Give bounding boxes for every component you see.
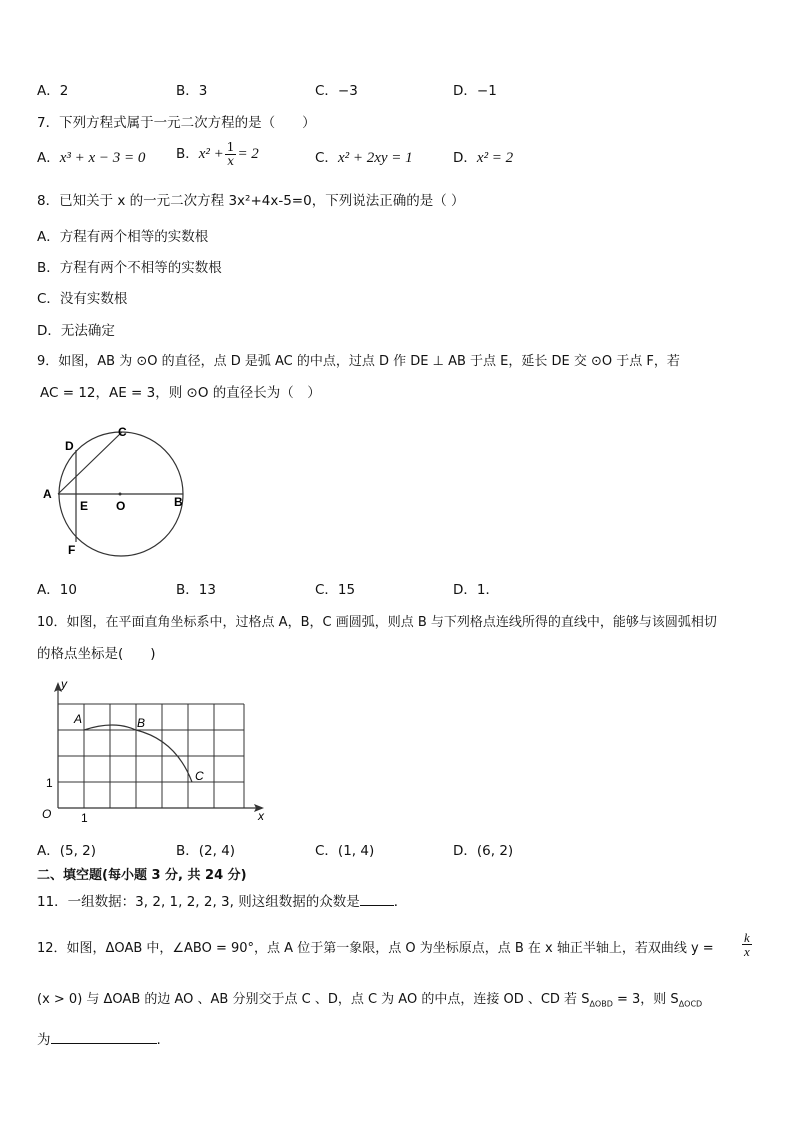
- q9-stem-line2: AC = 12，AE = 3，则 ⊙O 的直径长为（ ）: [40, 385, 321, 401]
- q8-option-b: B．方程有两个不相等的实数根: [37, 260, 222, 276]
- q12-line3-tail: .: [156, 1032, 161, 1048]
- q10-stem-line2: 的格点坐标是( ): [37, 646, 156, 662]
- q11-answer-blank[interactable]: [360, 905, 394, 906]
- q9-label-o: O: [116, 499, 126, 513]
- section-2-heading: 二、填空题(每小题 3 分, 共 24 分): [37, 868, 247, 883]
- q12-line1-text: 12．如图，ΔOAB 中，∠ABO = 90°，点 A 位于第一象限，点 O 为坐标原点，点 B 在 x 轴正半轴上，若双曲线 y =: [37, 941, 714, 956]
- q10-grid: [58, 704, 244, 808]
- q9-label-c: C: [118, 425, 127, 439]
- q10-option-c: C．(1, 4): [315, 843, 375, 859]
- q7-option-c-expr: x² + 2xy = 1: [337, 150, 413, 166]
- q6-option-a: A．2: [37, 83, 69, 99]
- q7-option-b-tail: = 2: [237, 146, 259, 162]
- q10-stem-line1: 10．如图，在平面直角坐标系中，过格点 A，B，C 画圆弧，则点 B 与下列格点连线所得的直线中，能够与该圆弧相切: [37, 615, 717, 630]
- q12-line2-sub1: ΔOBD: [589, 999, 613, 1009]
- q7-option-c-label: C．: [315, 150, 338, 166]
- q9-stem-line1: 9．如图，AB 为 ⊙O 的直径，点 D 是弧 AC 的中点，过点 D 作 DE ⊥ AB 于点 E，延长 DE 交 ⊙O 于点 F，若: [37, 354, 680, 369]
- q9-option-b: B．13: [176, 582, 216, 598]
- q7-option-b: [176, 141, 259, 168]
- q7-option-b-lead: x² +: [198, 146, 224, 162]
- q7-option-a-expr: x³ + x − 3 = 0: [59, 150, 146, 166]
- q12-fraction-denominator: x: [744, 944, 750, 959]
- q9-option-a: A．10: [37, 582, 77, 598]
- q12-fraction-numerator: k: [744, 930, 750, 945]
- q10-option-b: B．(2, 4): [176, 843, 236, 859]
- q12-line2-sub2: ΔOCD: [678, 999, 703, 1009]
- q7-stem: 7．下列方程式属于一元二次方程的是（ ）: [37, 115, 316, 131]
- q10-label-c: C: [195, 769, 204, 783]
- q9-option-c: C．15: [315, 582, 356, 598]
- q7-option-b-fraction: [225, 141, 237, 168]
- q10-label-origin: O: [42, 807, 52, 821]
- q12-line3-text: 为: [37, 1032, 51, 1048]
- q8-stem: 8．已知关于 x 的一元二次方程 3x²+4x-5=0，下列说法正确的是（ ）: [37, 193, 465, 209]
- q8-option-a: A．方程有两个相等的实数根: [37, 229, 209, 245]
- q7-option-b-denominator: x: [227, 154, 234, 168]
- q10-label-y-one: 1: [46, 776, 53, 790]
- q6-option-d: D．−1: [453, 83, 497, 99]
- q7-option-d-expr: x² = 2: [476, 150, 514, 166]
- q7-option-b-label: B．: [176, 146, 199, 162]
- q6-option-c: C．−3: [315, 83, 358, 99]
- q9-label-a: A: [43, 487, 52, 501]
- q7-option-a: [37, 149, 145, 167]
- q9-label-b: B: [174, 495, 183, 509]
- q8-option-d: D．无法确定: [37, 323, 115, 339]
- q10-option-a: A．(5, 2): [37, 843, 97, 859]
- q9-label-d: D: [65, 439, 74, 453]
- q10-arc: [84, 725, 192, 782]
- q9-label-e: E: [80, 499, 89, 513]
- q7-option-d-label: D．: [453, 150, 477, 166]
- q7-option-d: [453, 149, 513, 167]
- q9-center-point: [119, 493, 122, 496]
- q10-label-x-one: 1: [81, 811, 88, 825]
- q11-tail: ．: [393, 894, 408, 910]
- q7-option-b-numerator: 1: [226, 140, 235, 154]
- q10-grid-figure: [36, 676, 272, 826]
- q8-option-c: C．没有实数根: [37, 291, 128, 307]
- q10-label-a: A: [74, 712, 83, 726]
- q12-stem-line1: [37, 940, 714, 958]
- q12-fraction-k-over-x: [742, 931, 752, 958]
- q12-answer-blank[interactable]: [51, 1043, 157, 1044]
- q12-line2-start: (x > 0) 与 ΔOAB 的边 AO 、AB 分别交于点 C 、D，点 C 为 AO 的中点，连接 OD 、CD 若 S: [37, 992, 590, 1007]
- q10-label-b: B: [137, 716, 146, 730]
- q12-stem-line3: [37, 1031, 161, 1049]
- q11-stem: [37, 893, 407, 911]
- q7-option-a-label: A．: [37, 150, 60, 166]
- q9-label-f: F: [68, 543, 76, 557]
- q12-line2-mid: = 3，则 S: [612, 992, 679, 1007]
- q11-text: 11．一组数据：3, 2, 1, 2, 2, 3, 则这组数据的众数是: [37, 894, 360, 910]
- q10-label-x: x: [258, 809, 264, 823]
- q9-option-d: D．1．: [453, 582, 499, 598]
- q10-option-d: D．(6, 2): [453, 843, 514, 859]
- q10-label-y: y: [61, 677, 67, 691]
- q7-option-c: [315, 149, 413, 167]
- q12-stem-line2: [37, 991, 702, 1009]
- q9-circle-figure: [36, 420, 196, 560]
- q6-option-b: B．3: [176, 83, 208, 99]
